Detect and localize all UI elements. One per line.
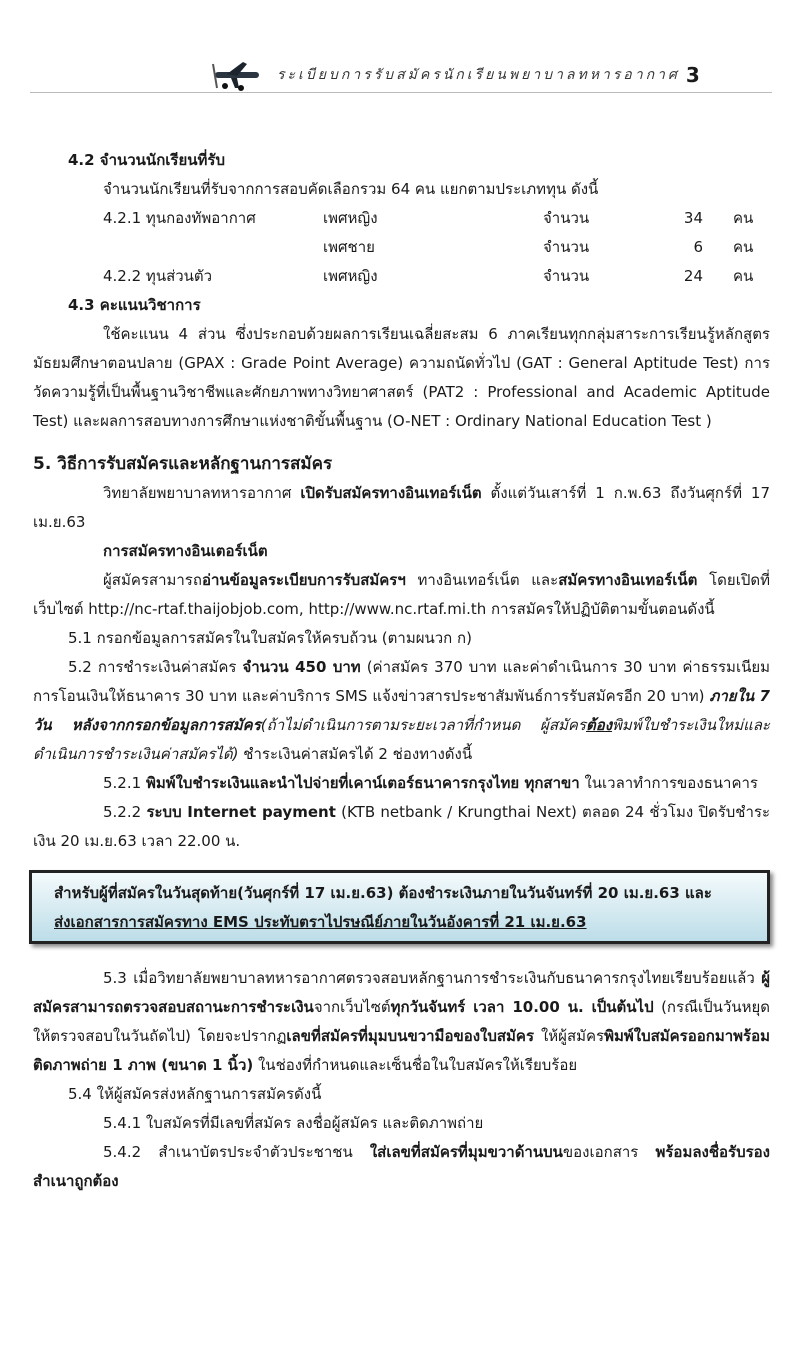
section-5-4-2 — [33, 1138, 770, 1196]
section-5-2-1 — [33, 769, 770, 798]
text-bold: เลขที่สมัครที่มุมบนขวามือของใบสมัคร — [286, 1027, 535, 1045]
table-row — [33, 262, 770, 291]
cell-unit: คน — [733, 267, 754, 285]
text-bold: พิมพ์ใบสมัครออกมาพร้อมติดภาพถ่าย 1 ภาพ (ขนาด 1 นิ้ว) — [33, 1027, 770, 1074]
text-bold: ผู้สมัครสามารถตรวจสอบสถานะการชำระเงิน — [33, 969, 770, 1016]
text: ของเอกสาร — [562, 1143, 656, 1161]
text-bold: ระบบ Internet payment — [146, 803, 336, 821]
cell-type: 4.2.2 ทุนส่วนตัว — [103, 267, 213, 285]
text: ให้ผู้สมัคร — [534, 1027, 605, 1045]
cell-count: 34 — [683, 209, 703, 227]
section-5-title: 5. วิธีการรับสมัครและหลักฐานการสมัคร — [33, 454, 333, 474]
cell-unit: คน — [733, 238, 754, 256]
table-row — [33, 204, 770, 233]
section-4-2-title: 4.2 จำนวนนักเรียนที่รับ — [68, 151, 225, 169]
text: 5.4.2 สำเนาบัตรประจำตัวประชาชน — [103, 1143, 370, 1161]
section-5-1: 5.1 กรอกข้อมูลการสมัครในใบสมัครให้ครบถ้วน (ตามผนวก ก) — [68, 629, 472, 647]
section-5-4-1: 5.4.1 ใบสมัครที่มีเลขที่สมัคร ลงชื่อผู้สมัคร และติดภาพถ่าย — [103, 1114, 484, 1132]
text: (ค่าสมัคร 370 บาท และค่าดำเนินการ 30 บาท ค่าธรรมเนียมการโอนเงินให้ธนาคาร 30 บาท และค่าบริการ SMS แจ้งข่าวสารประชาสัมพันธ์การรับสมัครอีก 20 บาท) — [33, 658, 771, 705]
table-row — [33, 233, 770, 262]
quota-table — [33, 204, 770, 291]
cell-label: จำนวน — [543, 267, 590, 285]
cell-gender: เพศหญิง — [323, 267, 378, 285]
text: 5.2 การชำระเงินค่าสมัคร — [68, 658, 243, 676]
online-title: การสมัครทางอินเตอร์เน็ต — [103, 542, 268, 560]
cell-count: 24 — [683, 267, 703, 285]
text-bold: อ่านข้อมูลระเบียบการรับสมัครฯ — [201, 571, 406, 589]
section-5-intro — [33, 479, 770, 537]
deadline-notice-box — [29, 870, 770, 944]
text: 5.2.2 — [103, 803, 147, 821]
text-bold: ภายใน 7 วัน หลังจากกรอกข้อมูลการสมัคร — [33, 687, 770, 734]
text-italic: (ถ้าไม่ดำเนินการตามระยะเวลาที่กำหนด ผู้สมัคร — [260, 716, 586, 734]
text-bold: ใส่เลขที่สมัครที่มุมขวาด้านบน — [369, 1143, 563, 1161]
header-title: ระเบียบการรับสมัครนักเรียนพยาบาลทหารอากาศ — [277, 66, 680, 83]
section-5-4: 5.4 ให้ผู้สมัครส่งหลักฐานการสมัครดังนี้ — [68, 1085, 322, 1103]
cell-type: 4.2.1 ทุนกองทัพอากาศ — [103, 209, 256, 227]
text-bold: พร้อมลงชื่อรับรองสำเนาถูกต้อง — [33, 1143, 770, 1190]
text: (กรณีเป็นวันหยุดให้ตรวจสอบในวันถัดไป) โดยจะปรากฏ — [33, 998, 770, 1045]
text: 5.2.1 — [103, 774, 146, 792]
document-body — [33, 146, 770, 1196]
text: ผู้สมัครสามารถ — [103, 571, 202, 589]
section-4-2-intro: จำนวนนักเรียนที่รับจากการสอบคัดเลือกรวม 64 คน แยกตามประเภททุน ดังนี้ — [103, 180, 599, 198]
text-bold: ทุกวันจันทร์ เวลา 10.00 น. เป็นต้นไป — [390, 998, 654, 1016]
text-italic: พิมพ์ใบชำระเงินใหม่และดำเนินการชำระเงินค่าสมัครได้) — [33, 716, 770, 763]
section-5-2-2 — [33, 798, 770, 856]
cell-unit: คน — [733, 209, 754, 227]
cell-gender: เพศชาย — [323, 238, 375, 256]
text: ตั้งแต่วันเสาร์ที่ 1 ก.พ.63 ถึงวันศุกร์ที่ 17 เม.ย.63 — [33, 484, 770, 531]
text: ชำระเงินค่าสมัครได้ 2 ช่องทางดังนี้ — [238, 745, 473, 763]
notice-line-2: ส่งเอกสารการสมัครทาง EMS ประทับตราไปรษณีย์ภายในวันอังคารที่ 21 เม.ย.63 — [54, 913, 587, 931]
page-number: 3 — [685, 62, 700, 87]
section-5-2 — [33, 653, 770, 769]
airplane-icon — [205, 58, 265, 92]
website-links: โดยเปิดที่เว็บไซต์ http://nc-rtaf.thaijobjob.com, http://www.nc.rtaf.mi.th การสมัครให้ปฏิบัติตามขั้นตอนดังนี้ — [33, 571, 770, 618]
text: 5.3 เมื่อวิทยาลัยพยาบาลทหารอากาศตรวจสอบหลักฐานการชำระเงินกับธนาคารกรุงไทยเรียบร้อยแล้ว — [103, 969, 762, 987]
text-bold: พิมพ์ใบชำระเงินและนำไปจ่ายที่เคาน์เตอร์ธนาคารกรุงไทย ทุกสาขา — [145, 774, 580, 792]
section-4-3-text: ใช้คะแนน 4 ส่วน ซึ่งประกอบด้วยผลการเรียนเฉลี่ยสะสม 6 ภาคเรียนทุกกลุ่มสาระการเรียนรู้หลักสูตรมัธยมศึกษาตอนปลาย (GPAX : Grade Point Average) ความถนัดทั่วไป (GAT : General Aptitude Test) การวัดความรู้ที่เป็นพื้นฐานวิชาชีพและศักยภาพทางวิทยาศาสตร์ (PAT2 : Professional and Academic Aptitude Test) และผลการสอบทางการศึกษาแห่งชาติขั้นพื้นฐาน (O-NET : Ordinary National Education Test ) — [33, 325, 770, 430]
cell-type — [103, 233, 323, 262]
notice-line-1: สำหรับผู้ที่สมัครในวันสุดท้าย(วันศุกร์ที่ 17 เม.ย.63) ต้องชำระเงินภายในวันจันทร์ที่ 20 เม.ย.63 และ — [54, 884, 712, 902]
section-5-3 — [33, 964, 770, 1080]
text: ในช่องที่กำหนดและเซ็นชื่อในใบสมัครให้เรียบร้อย — [253, 1056, 578, 1074]
text-bold: เปิดรับสมัครทางอินเทอร์เน็ต — [300, 484, 482, 502]
cell-label: จำนวน — [543, 209, 590, 227]
text: จากเว็บไซต์ — [313, 998, 391, 1016]
cell-count: 6 — [693, 238, 703, 256]
text: (KTB netbank / Krungthai Next) ตลอด 24 ชั่วโมง ปิดรับชำระเงิน 20 เม.ย.63 เวลา 22.00 น. — [33, 803, 771, 850]
text: วิทยาลัยพยาบาลทหารอากาศ — [103, 484, 301, 502]
cell-label: จำนวน — [543, 238, 590, 256]
online-paragraph — [33, 566, 770, 624]
text: ในเวลาทำการของธนาคาร — [579, 774, 758, 792]
text-bold: สมัครทางอินเทอร์เน็ต — [558, 571, 698, 589]
page-header — [205, 58, 765, 92]
cell-gender: เพศหญิง — [323, 209, 378, 227]
text: ทางอินเทอร์เน็ต และ — [405, 571, 559, 589]
section-4-3-title: 4.3 คะแนนวิชาการ — [68, 296, 201, 314]
header-divider — [30, 92, 772, 93]
text-bold: จำนวน 450 บาท — [242, 658, 361, 676]
text-bold-underline: ต้อง — [585, 716, 613, 734]
